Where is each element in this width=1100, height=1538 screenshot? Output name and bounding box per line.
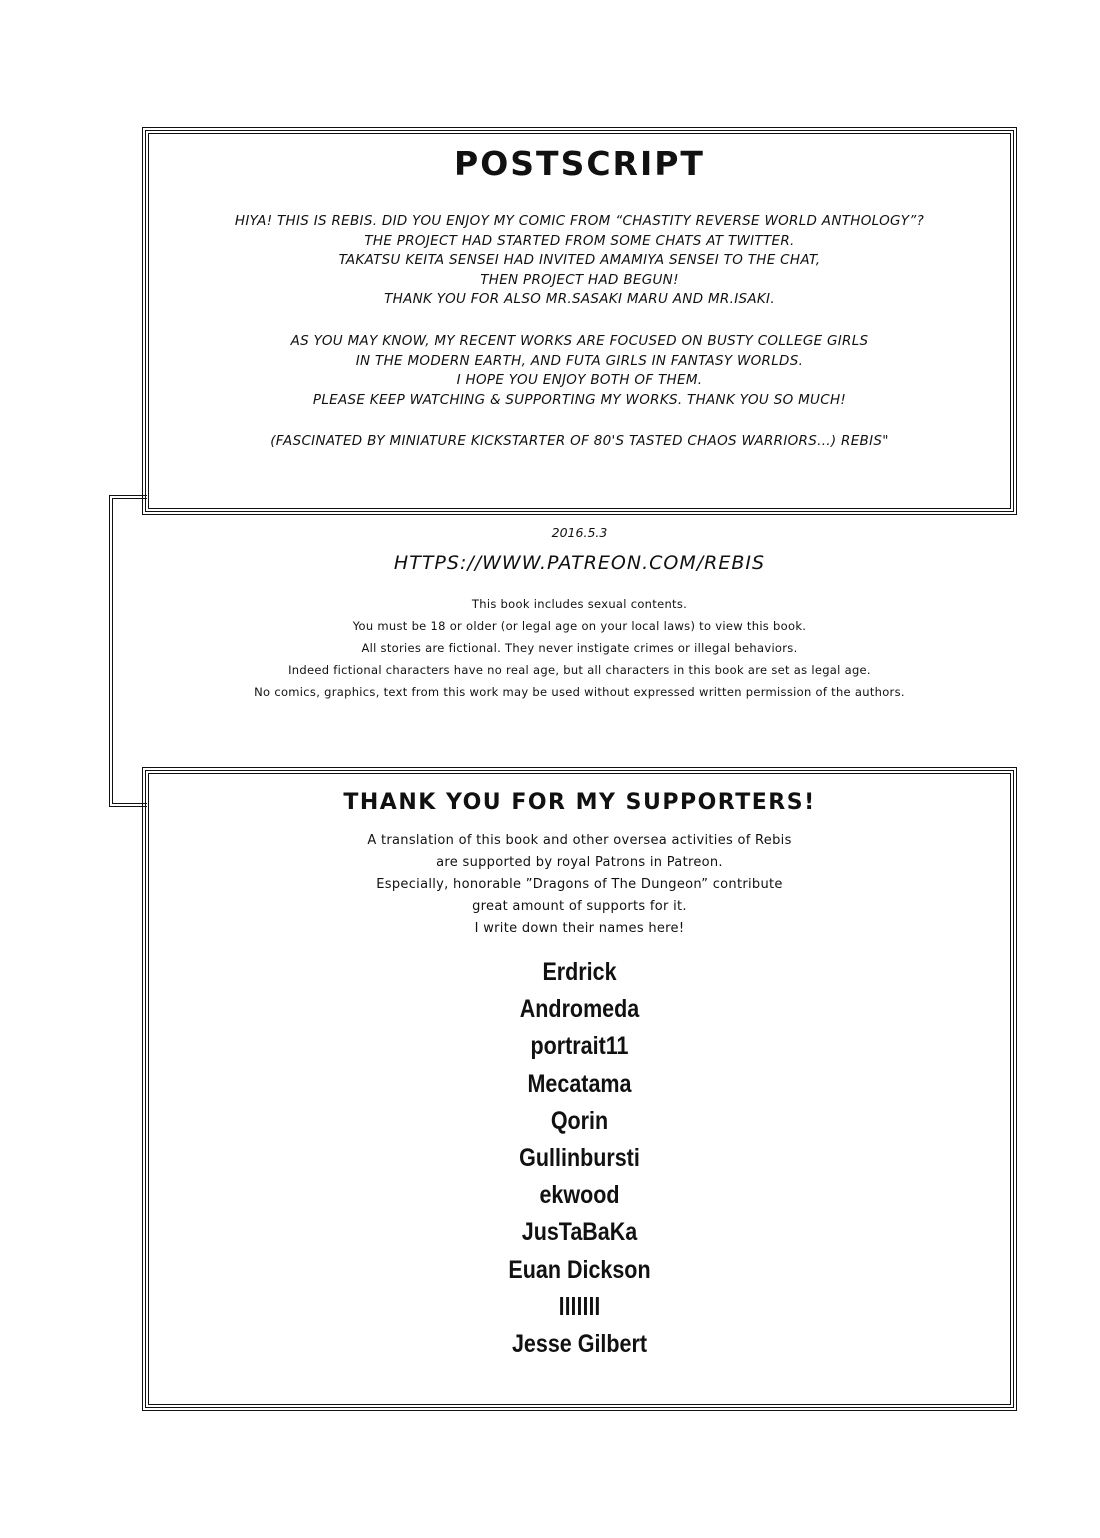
disclaimer-line: This book includes sexual contents. xyxy=(471,597,688,611)
postscript-signature: (FASCINATED BY MINIATURE KICKSTARTER OF 80'S TASTED CHAOS WARRIORS...) REBIS" xyxy=(270,433,889,449)
supporter-name: Qorin xyxy=(550,1106,609,1135)
supporter-name: lllllll xyxy=(558,1292,601,1321)
supporters-intro xyxy=(149,830,1010,940)
intro-line: Especially, honorable ”Dragons of The Dungeon” contribute xyxy=(376,877,783,892)
supporter-name: ekwood xyxy=(539,1181,620,1210)
supporter-name: JusTaBaKa xyxy=(521,1218,638,1247)
postscript-panel xyxy=(145,130,1014,512)
text-line: IN THE MODERN EARTH, AND FUTA GIRLS IN FANTASY WORLDS. xyxy=(355,352,804,369)
intro-line: I write down their names here! xyxy=(474,921,685,936)
supporter-name: Erdrick xyxy=(542,958,617,986)
text-line: THANK YOU FOR ALSO MR.SASAKI MARU AND MR.ISAKI. xyxy=(384,291,775,307)
text-line: HIYA! THIS IS REBIS. DID YOU ENJOY MY COMIC FROM “CHASTITY REVERSE WORLD ANTHOLOGY”? xyxy=(234,213,925,229)
postscript-paragraph-1 xyxy=(149,212,1010,310)
text-line: AS YOU MAY KNOW, MY RECENT WORKS ARE FOCUSED ON BUSTY COLLEGE GIRLS xyxy=(290,333,869,349)
disclaimer-line: Indeed fictional characters have no real age, but all characters in this book are set as legal age. xyxy=(288,663,871,677)
text-line: THE PROJECT HAD STARTED FROM SOME CHATS AT TWITTER. xyxy=(364,232,795,249)
supporter-name: Mecatama xyxy=(527,1069,632,1098)
publication-date: 2016.5.3 xyxy=(551,525,608,540)
supporter-name: Euan Dickson xyxy=(508,1255,651,1284)
disclaimer xyxy=(145,593,1014,703)
postscript-paragraph-2 xyxy=(149,332,1010,410)
intro-line: A translation of this book and other oversea activities of Rebis xyxy=(367,833,792,848)
intro-line: are supported by royal Patrons in Patreon. xyxy=(436,855,723,870)
disclaimer-line: No comics, graphics, text from this work may be used without expressed written permission of the authors. xyxy=(254,685,905,699)
supporters-title: THANK YOU FOR MY SUPPORTERS! xyxy=(343,790,816,815)
intro-line: great amount of supports for it. xyxy=(472,899,687,914)
text-line: PLEASE KEEP WATCHING & SUPPORTING MY WORKS. THANK YOU SO MUCH! xyxy=(312,391,847,408)
text-line: TAKATSU KEITA SENSEI HAD INVITED AMAMIYA SENSEI TO THE CHAT, xyxy=(338,252,821,268)
patreon-link[interactable]: HTTPS://WWW.PATREON.COM/REBIS xyxy=(393,552,766,574)
panel-connector xyxy=(109,495,147,807)
postscript-title: POSTSCRIPT xyxy=(454,144,705,183)
disclaimer-line: You must be 18 or older (or legal age on your local laws) to view this book. xyxy=(352,619,807,633)
supporter-name: portrait11 xyxy=(530,1032,629,1061)
supporter-name: Gullinbursti xyxy=(519,1144,640,1173)
text-line: THEN PROJECT HAD BEGUN! xyxy=(480,271,679,288)
supporter-name: Jesse Gilbert xyxy=(511,1330,648,1359)
text-line: I HOPE YOU ENJOY BOTH OF THEM. xyxy=(456,372,703,388)
supporters-panel xyxy=(145,770,1014,1408)
disclaimer-line: All stories are fictional. They never instigate crimes or illegal behaviors. xyxy=(361,641,798,655)
supporter-name: Andromeda xyxy=(519,995,640,1024)
supporter-names xyxy=(209,954,949,1363)
